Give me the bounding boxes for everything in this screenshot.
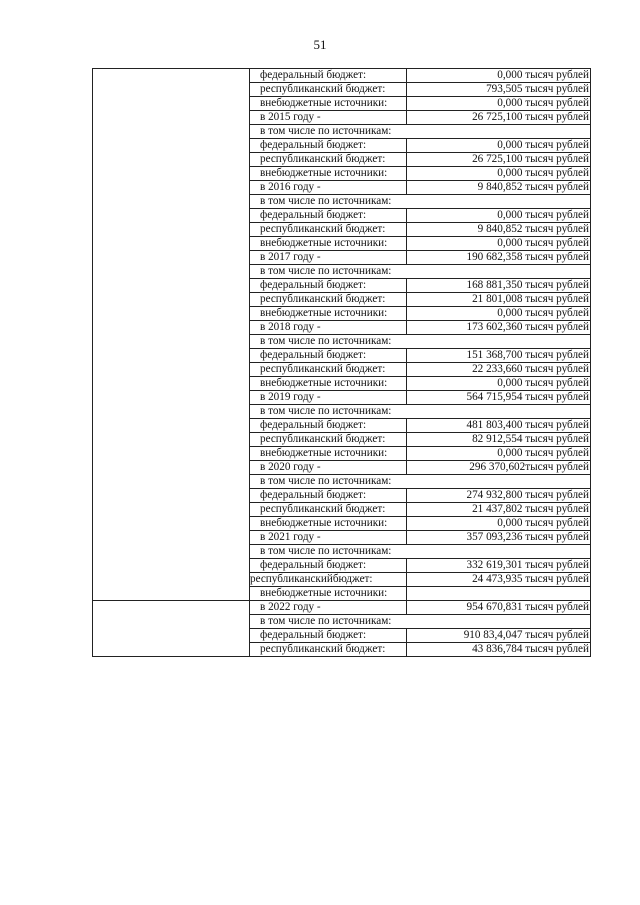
- row-label: в том числе по источникам:: [250, 195, 591, 209]
- row-label: республиканский бюджет:: [250, 293, 407, 307]
- row-value: 9 840,852 тысяч рублей: [407, 223, 591, 237]
- row-value: 332 619,301 тысяч рублей: [407, 559, 591, 573]
- row-label: федеральный бюджет:: [250, 279, 407, 293]
- row-label: внебюджетные источники:: [250, 517, 407, 531]
- row-label: в том числе по источникам:: [250, 265, 591, 279]
- row-label: республиканский бюджет:: [250, 153, 407, 167]
- table-row: [93, 601, 591, 615]
- row-label: республиканский бюджет:: [250, 503, 407, 517]
- row-value: 26 725,100 тысяч рублей: [407, 153, 591, 167]
- row-label: федеральный бюджет:: [250, 419, 407, 433]
- row-label: федеральный бюджет:: [250, 629, 407, 643]
- row-value: [407, 587, 591, 601]
- row-label: внебюджетные источники:: [250, 97, 407, 111]
- row-label: внебюджетные источники:: [250, 237, 407, 251]
- row-value: 21 801,008 тысяч рублей: [407, 293, 591, 307]
- row-label: федеральный бюджет:: [250, 559, 407, 573]
- row-value: 274 932,800 тысяч рублей: [407, 489, 591, 503]
- row-label: внебюджетные источники:: [250, 377, 407, 391]
- row-value: 21 437,802 тысяч рублей: [407, 503, 591, 517]
- row-label: в том числе по источникам:: [250, 545, 591, 559]
- row-label: в 2018 году -: [250, 321, 407, 335]
- row-value: 296 370,602тысяч рублей: [407, 461, 591, 475]
- left-column-cell: [93, 601, 250, 657]
- row-value: 0,000 тысяч рублей: [407, 237, 591, 251]
- funding-table-body-b: [93, 601, 591, 657]
- table-row: [93, 69, 591, 83]
- row-label: в 2017 году -: [250, 251, 407, 265]
- row-label: республиканский бюджет:: [250, 433, 407, 447]
- row-label: федеральный бюджет:: [250, 69, 407, 83]
- row-label: республиканский бюджет:: [250, 643, 407, 657]
- row-label: в том числе по источникам:: [250, 125, 591, 139]
- row-value: 24 473,935 тысяч рублей: [407, 573, 591, 587]
- row-label: в 2016 году -: [250, 181, 407, 195]
- row-value: 0,000 тысяч рублей: [407, 377, 591, 391]
- left-column-cell: [93, 69, 250, 601]
- row-label: в 2015 году -: [250, 111, 407, 125]
- row-label: республиканскийбюджет:: [250, 573, 407, 587]
- row-label: в том числе по источникам:: [250, 615, 591, 629]
- row-value: 793,505 тысяч рублей: [407, 83, 591, 97]
- row-label: республиканский бюджет:: [250, 223, 407, 237]
- row-value: 9 840,852 тысяч рублей: [407, 181, 591, 195]
- row-value: 43 836,784 тысяч рублей: [407, 643, 591, 657]
- row-value: 22 233,660 тысяч рублей: [407, 363, 591, 377]
- row-value: 0,000 тысяч рублей: [407, 447, 591, 461]
- row-label: федеральный бюджет:: [250, 349, 407, 363]
- row-value: 0,000 тысяч рублей: [407, 97, 591, 111]
- row-label: в 2021 году -: [250, 531, 407, 545]
- row-value: 0,000 тысяч рублей: [407, 517, 591, 531]
- funding-table-body-a: [93, 69, 591, 601]
- row-value: 0,000 тысяч рублей: [407, 69, 591, 83]
- row-value: 82 912,554 тысяч рублей: [407, 433, 591, 447]
- row-value: 0,000 тысяч рублей: [407, 167, 591, 181]
- row-value: 564 715,954 тысяч рублей: [407, 391, 591, 405]
- row-label: федеральный бюджет:: [250, 209, 407, 223]
- row-label: внебюджетные источники:: [250, 587, 407, 601]
- row-label: федеральный бюджет:: [250, 489, 407, 503]
- row-label: в 2020 году -: [250, 461, 407, 475]
- row-label: федеральный бюджет:: [250, 139, 407, 153]
- row-label: внебюджетные источники:: [250, 447, 407, 461]
- row-label: в 2019 году -: [250, 391, 407, 405]
- row-value: 151 368,700 тысяч рублей: [407, 349, 591, 363]
- row-label: в том числе по источникам:: [250, 335, 591, 349]
- row-value: 0,000 тысяч рублей: [407, 139, 591, 153]
- funding-table: [92, 68, 591, 657]
- row-label: республиканский бюджет:: [250, 83, 407, 97]
- row-label: республиканский бюджет:: [250, 363, 407, 377]
- row-value: 481 803,400 тысяч рублей: [407, 419, 591, 433]
- row-label: внебюджетные источники:: [250, 307, 407, 321]
- row-value: 190 682,358 тысяч рублей: [407, 251, 591, 265]
- row-value: 357 093,236 тысяч рублей: [407, 531, 591, 545]
- row-label: в 2022 году -: [250, 601, 407, 615]
- row-label: в том числе по источникам:: [250, 475, 591, 489]
- row-value: 0,000 тысяч рублей: [407, 209, 591, 223]
- row-value: 910 83,4,047 тысяч рублей: [407, 629, 591, 643]
- row-value: 173 602,360 тысяч рублей: [407, 321, 591, 335]
- row-label: в том числе по источникам:: [250, 405, 591, 419]
- row-value: 26 725,100 тысяч рублей: [407, 111, 591, 125]
- row-label: внебюджетные источники:: [250, 167, 407, 181]
- row-value: 168 881,350 тысяч рублей: [407, 279, 591, 293]
- row-value: 954 670,831 тысяч рублей: [407, 601, 591, 615]
- row-value: 0,000 тысяч рублей: [407, 307, 591, 321]
- page-number: 51: [313, 37, 327, 52]
